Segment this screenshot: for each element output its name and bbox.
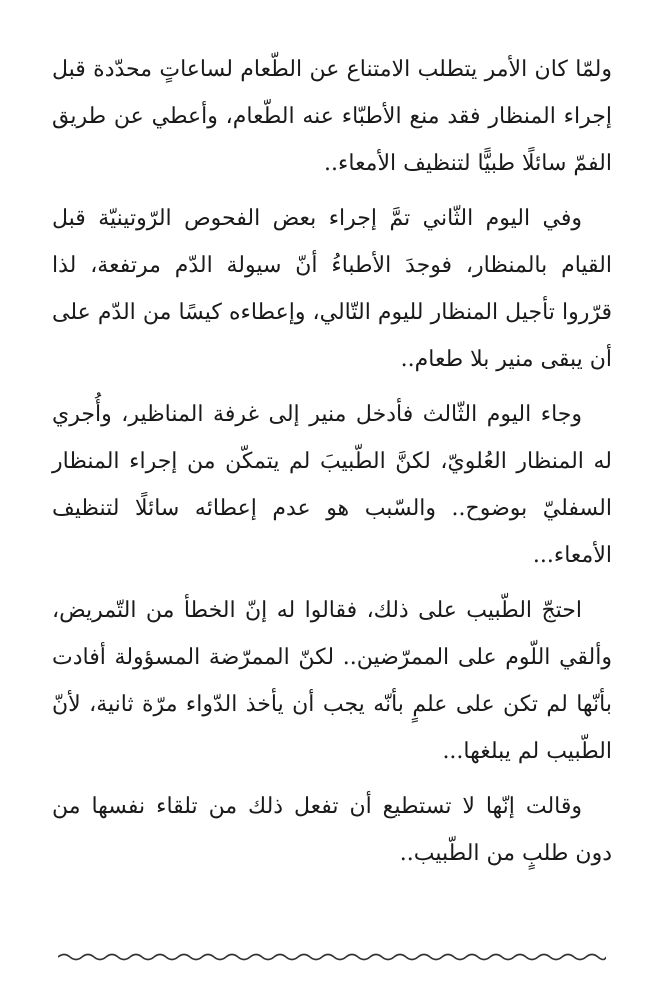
- wavy-divider-line: [58, 955, 606, 960]
- paragraph-3: وجاء اليوم الثّالث فأدخل منير إلى غرفة المناظير، وأُجري له المنظار العُلويّ، لكنَّ الطّبيبَ لم يتمكّن من إجراء المنظار السفليّ بوضوح.. والسّبب هو عدم إعطائه سائلًا لتنظيف الأمعاء...: [52, 402, 612, 568]
- wavy-divider: [58, 950, 606, 964]
- paragraph-2: وفي اليوم الثّاني تمَّ إجراء بعض الفحوص الرّوتينيّة قبل القيام بالمنظار، فوجدَ الأطباءُ أنّ سيولة الدّم مرتفعة، لذا قرّروا تأجيل المنظار لليوم التّالي، وإعطاءه كيسًا من الدّم على أن يبقى منير بلا طعام..: [52, 206, 612, 372]
- paragraph-5: وقالت إنّها لا تستطيع أن تفعل ذلك من تلقاء نفسها من دون طلبٍ من الطّبيب..: [52, 794, 612, 866]
- paragraph-1: ولمّا كان الأمر يتطلب الامتناع عن الطّعام لساعاتٍ محدّدة قبل إجراء المنظار فقد منع الأطبّاء عنه الطّعام، وأعطي عن طريق الفمّ سائلًا طبيًّا لتنظيف الأمعاء..: [52, 57, 612, 176]
- paragraph-4: احتجّ الطّبيب على ذلك، فقالوا له إنّ الخطأ من التّمريض، وألقي اللّوم على الممرّضين.. لكنّ الممرّضة المسؤولة أفادت بأنّها لم تكن على علمٍ بأنّه يجب أن يأخذ الدّواء مرّة ثانية، لأنّ الطّبيب لم يبلغها...: [52, 598, 612, 764]
- document-body: [52, 46, 612, 885]
